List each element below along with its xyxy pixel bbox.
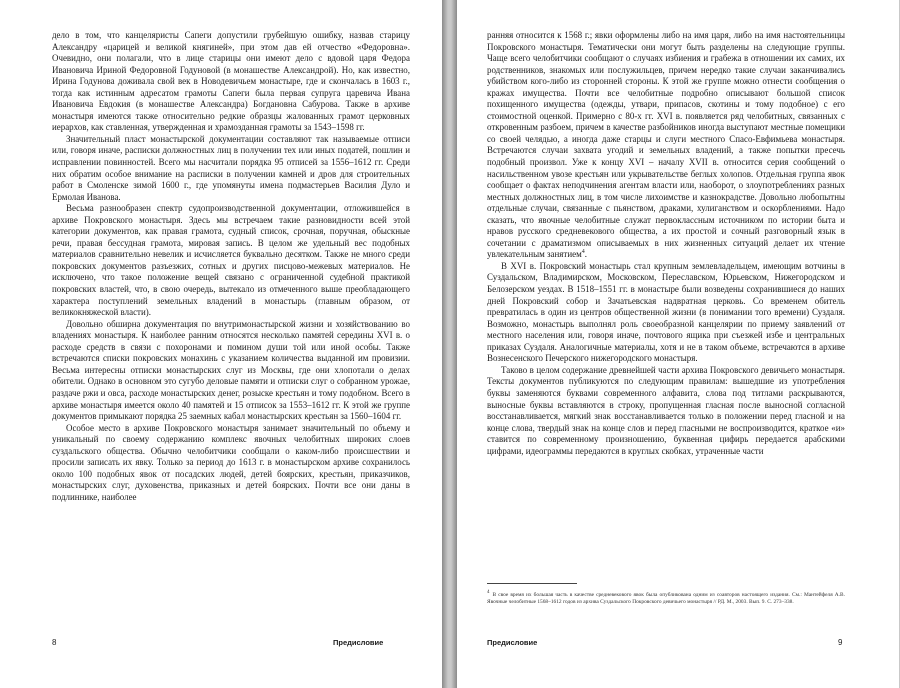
paragraph: В XVI в. Покровский монастырь стал крупным землевладельцем, имеющим вотчины в Суздальском, Владимирском, Московском, Переславском, Юрьевском, Нижегородском и Белозерском уездах. В 1518–1551 гг. в монастыре были возведены сохранившиеся до наших дней Покровский собор и Зачатьевская надвратная церковь. Со временем обитель превратилась в один из центров общественной жизни (в понимании того времени) Суздаля. Возможно, монастырь выполнял роль своеобразной канцелярии по приему заявлений от местного населения или, говоря иначе, почтового ящика при съезжей избе и центральных приказах Суздаля. Аналогичные материалы, хотя и не в таком объеме, встречаются в архиве Вознесенского Печерского нижегородского монастыря. (487, 260, 845, 364)
footnote-divider (487, 583, 577, 584)
paragraph: Особое место в архиве Покровского монастыря занимает значительный по объему и уникальный по своему содержанию комплекс явочных челобитных широких слоев суздальского общества. Обычно челобитчики сообщали о каком-либо происшествии и просили записать их явку. Только за период до 1613 г. в монастырском архиве сохранилось около 100 подобных явок от посадских людей, детей боярских, крестьян, приказчиков, монастырских слуг, духовенства, приказных и детей боярских. Почти все они даны в подлиннике, наиболее (52, 422, 410, 502)
footnote (487, 589, 845, 606)
page-number: 8 (52, 638, 57, 647)
page-number: 9 (838, 638, 843, 647)
footnote-text: В свое время их большая часть в качестве средневекового явок была опубликована одним из соавторов настоящего издания. См.: Мантейфеля А.В. Явочные челобитные 1568–1612 годов из архива Суздальского Покровского девичьего монастыря // РД. М., 2003. Вып. 9. С. 273–338. (487, 591, 845, 605)
book-gutter (442, 0, 457, 688)
paragraph: Довольно обширна документация по внутримонастырской жизни и хозяйствованию во владениях монастыря. К наиболее ранним относятся несколько памятей середины XVI в. о расходе средств в связи с похоронами и помином души той или иной особы. Также встречаются списки покровских монахинь с указанием количества выданной им провизии. Весьма интересны отписки монастырских слуг из Москвы, где они хлопотали о делах обители. Однако в основном это сугубо деловые памяти и отписки слуг о собранном урожае, раздаче ржи и овса, расходе монастырских денег, розыске крестьян и тому подобном. Всего в архиве монастыря имеется около 40 памятей и 15 отписок за 1553–1612 гг. К этой же группе документов примыкают порядка 25 заемных кабал монастырских крестьян за 1560–1604 гг. (52, 318, 410, 422)
running-head: Предисловие (487, 638, 538, 647)
paragraph: Значительный пласт монастырской документации составляют так называемые отписи или, говоря иначе, расписки должностных лиц в получении тех или иных податей, пошлин и исправлении повинностей. Всего мы насчитали порядка 95 отписей за 1556–1612 гг. Среди них обратим особое внимание на расписки в получении камней и дров для строительных работ в Смоленске зимой 1600 г., где упомянуты имена подмастерьев Василия Дуло и Ермолая Иванова. (52, 133, 410, 202)
left-page (0, 0, 442, 688)
paragraph: Весьма разнообразен спектр судопроизводственной документации, отложившейся в архиве Покровского монастыря. Здесь мы встречаем такие разновидности всей этой категории документов, как правая грамота, судный список, срочная, поручная, обыскные речи, правая бессудная грамота, мировая запись. В целом же удельный вес подобных материалов сравнительно невелик и исчисляется буквально десятком. Также не много среди покровских документов разъезжих, сотных и других писцово-межевых материалов. Не исключено, что такое положение вещей связано с ограниченной судебной практикой покровских властей, что, в свою очередь, вытекало из отмеченного выше преобладающего характера поступлений земельных владений в монастырь (главным образом, от великокняжеской власти). (52, 203, 410, 318)
paragraph: ранняя относится к 1568 г.; явки оформлены либо на имя царя, либо на имя настоятельницы Покровского монастыря. Тематически они могут быть разделены на следующие группы. Чаще всего челобитчики сообщают о случаях избиения и грабежа в отношении их самих, их родственников, знакомых или послужильцев, причем нередко такие случаи заканчивались убийством кого-либо из сторонней стороны. К этой же группе можно отнести сообщения о кражах имущества. Почти все челобитные подробно описывают большой список похищенного имущества (одежды, утвари, припасов, скотины и тому подобное) с его стоимостной оценкой. Примерно с 80-х гг. XVI в. появляется ряд челобитных, связанных с откровенным разбоем, причем в качестве разбойников иногда выступают местные помещики со своей челядью, а иногда даже старцы и слуги местного Спасо-Евфимьева монастыря. Встречаются случаи захвата угодий и земельных владений, а также попытки пресечь подобный произвол. Уже к концу XVI – началу XVII в. относится серия сообщений о насильственном увозе крестьян или укрывательстве беглых холопов. Отдельная группа явок сообщает о фактах неподчинения агентам власти или, наоборот, о злоупотреблениях разных местных должностных лиц, в том числе лихоимстве и казнокрадстве. Довольно любопытны отдельные случаи, связанные с пьянством, драками, хулиганством и оскорблениями. Надо сказать, что явочные челобитные служат первоклассным источником по истории быта и нравов русского средневекового общества, а их простой и сочный разговорный язык в сочетании с драматизмом описываемых в них жизненных ситуаций делает их чтение увлекательным занятием$^4$. (487, 30, 845, 260)
paragraph-text: ранняя относится к 1568 г.; явки оформлены либо на имя царя, либо на имя настоятельницы Покровского монастыря. Тематически они могут быть разделены на следующие группы. Чаще всего челобитчики сообщают о случаях избиения и грабежа в отношении их самих, их родственников, знакомых или послужильцев, причем нередко такие случаи заканчивались убийством кого-либо из сторонней стороны. К этой же группе можно отнести сообщения о кражах имущества. Почти все челобитные подробно описывают большой список похищенного имущества (одежды, утвари, припасов, скотины и тому подобное) с его стоимостной оценкой. Примерно с 80-х гг. XVI в. появляется ряд челобитных, связанных с откровенным разбоем, причем в качестве разбойников иногда выступают местные помещики со своей челядью, а иногда даже старцы и слуги местного Спасо-Евфимьева монастыря. Встречаются случаи захвата угодий и земельных владений, а также попытки пресечь подобный произвол. Уже к концу XVI – началу XVII в. относится серия сообщений о насильственном увозе крестьян или укрывательстве беглых холопов. Отдельная группа явок сообщает о фактах неподчинения агентам власти или, наоборот, о злоупотреблениях разных местных должностных лиц, в том числе лихоимстве и казнокрадстве. Довольно любопытны отдельные случаи, связанные с пьянством, драками, хулиганством и оскорблениями. Надо сказать, что явочные челобитные служат первоклассным источником по истории быта и нравов русского средневекового общества, а их простой и сочный разговорный язык в сочетании с драматизмом описываемых в них жизненных ситуаций делает их чтение увлекательным занятием (487, 30, 845, 260)
paragraph: дело в том, что канцеляристы Сапеги допустили грубейшую ошибку, назвав старицу Александру «царицей и великой княгиней», при этом дав ей отчество «Федоровна». Очевидно, они полагали, что в лице старицы они имеют дело с вдовой царя Федора Ивановича Ириной Федоровной Годуновой (в монашестве Александрой). Но, как известно, Ирина Годунова доживала свой век в Новодевичьем монастыре, где и скончалась в 1603 г., тогда как истинным адресатом грамоты Сапеги была первая супруга царевича Ивана Ивановича Евдокия (в монашестве Александра) Богдановна Сабурова. Также в архиве монастыря имеются также относительно редкие образцы жалованных грамот церковных иерархов, как ставленная, утвержденная и храмозданная грамоты за 1543–1598 гг. (52, 30, 410, 133)
left-page-text (52, 30, 410, 503)
paragraph: Таково в целом содержание древнейшей части архива Покровского девичьего монастыря. Тексты документов публикуются по следующим правилам: вышедшие из употребления буквы заменяются буквами современного алфавита, слова под титлами раскрываются, выносные буквы вставляются в строку, пропущенная гласная после выносной согласной восстанавливается, мягкий знак восстанавливается только в положении перед гласной и на конце слова, твердый знак на конце слов и перед гласными не воспроизводится, краткое «и» ставится по современному произношению, буквенная цифирь передается арабскими цифрами, идеограммы передаются в круглых скобках, утраченные части (487, 364, 845, 456)
right-page (457, 0, 899, 688)
footnote-reference[interactable]: 4 (581, 249, 585, 256)
running-head: Предисловие (333, 638, 384, 647)
right-page-text (487, 30, 845, 457)
footnote-mark: 4 (487, 590, 490, 595)
